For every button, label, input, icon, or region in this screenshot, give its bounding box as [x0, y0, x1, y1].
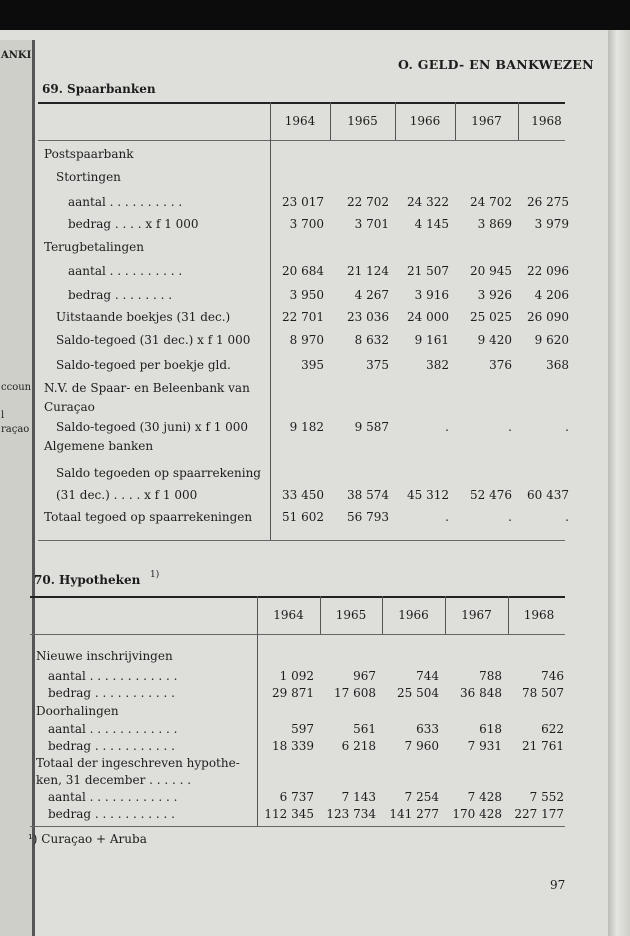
row-label: Totaal tegoed op spaarrekeningen [44, 510, 253, 524]
cell-value: 22 701 [282, 310, 324, 324]
column-header-year: 1968 [523, 608, 555, 622]
cell-value: 4 145 [414, 217, 449, 231]
row-label: bedrag . . . . . . . . . . . [48, 739, 175, 753]
cell-value: 3 950 [289, 288, 324, 302]
cell-value: 24 000 [407, 310, 449, 324]
row-label: bedrag . . . . x f 1 000 [68, 217, 199, 231]
cell-value: 17 608 [334, 686, 376, 700]
row-label: (31 dec.) . . . . x f 1 000 [56, 488, 198, 502]
row-label: ken, 31 december . . . . . . [36, 773, 192, 787]
cell-value: 227 177 [514, 807, 564, 821]
row-label: aantal . . . . . . . . . . [68, 195, 183, 209]
cell-value: 21 124 [347, 264, 389, 278]
cell-value: 24 322 [407, 195, 449, 209]
table-bottom-rule [38, 540, 565, 541]
row-label: Algemene banken [44, 439, 154, 453]
cell-value: 8 632 [354, 333, 389, 347]
cell-value: 9 420 [477, 333, 512, 347]
cell-value: 9 182 [289, 420, 324, 434]
cell-value: 26 090 [527, 310, 569, 324]
cell-value: . [508, 510, 512, 524]
cell-value: 622 [541, 722, 564, 736]
column-header-year: 1967 [461, 608, 492, 622]
row-label: Saldo-tegoed per boekje gld. [56, 358, 231, 372]
cell-value: . [445, 420, 449, 434]
cell-value: 7 960 [404, 739, 439, 753]
year-column-divider [395, 102, 396, 140]
cell-value: 38 574 [347, 488, 389, 502]
cell-value: 376 [489, 358, 512, 372]
cell-value: 78 507 [522, 686, 564, 700]
cell-value: 26 275 [527, 195, 569, 209]
cell-value: 6 737 [279, 790, 314, 804]
page-stack-edge [608, 30, 630, 936]
cell-value: . [565, 510, 569, 524]
cell-value: 141 277 [389, 807, 439, 821]
adjacent-page-edge [0, 40, 32, 936]
adjacent-page-fragment: ccoun [1, 382, 32, 393]
cell-value: 744 [416, 669, 439, 683]
cell-value: 9 620 [534, 333, 569, 347]
cell-value: 25 025 [470, 310, 512, 324]
row-label: aantal . . . . . . . . . . [68, 264, 183, 278]
year-column-divider [518, 102, 519, 140]
column-header-year: 1964 [273, 608, 304, 622]
header-bottom-rule [30, 634, 565, 635]
cell-value: 3 701 [354, 217, 389, 231]
row-label: aantal . . . . . . . . . . . . [48, 722, 178, 736]
column-header-year: 1968 [531, 114, 562, 128]
header-bottom-rule [38, 140, 565, 141]
cell-value: 112 345 [264, 807, 314, 821]
cell-value: 3 869 [477, 217, 512, 231]
book-gutter [32, 40, 35, 936]
cell-value: 7 143 [341, 790, 376, 804]
row-label: Terugbetalingen [44, 240, 144, 254]
cell-value: 375 [366, 358, 389, 372]
cell-value: 382 [426, 358, 449, 372]
year-column-divider [508, 596, 509, 634]
row-label: Doorhalingen [36, 704, 119, 718]
row-label: bedrag . . . . . . . . . . . [48, 686, 175, 700]
cell-value: 51 602 [282, 510, 324, 524]
cell-value: 967 [353, 669, 376, 683]
row-label: Saldo-tegoed (30 juni) x f 1 000 [56, 420, 249, 434]
cell-value: 3 700 [289, 217, 324, 231]
cell-value: 20 945 [470, 264, 512, 278]
cell-value: 395 [301, 358, 324, 372]
column-header-year: 1966 [409, 114, 441, 128]
cell-value: 633 [416, 722, 439, 736]
cell-value: . [508, 420, 512, 434]
cell-value: . [565, 420, 569, 434]
table-70-title: 70. Hypotheken [34, 573, 141, 587]
row-label: Nieuwe inschrijvingen [36, 649, 173, 663]
cell-value: 45 312 [407, 488, 449, 502]
cell-value: 3 926 [477, 288, 512, 302]
cell-value: 1 092 [279, 669, 314, 683]
row-label: bedrag . . . . . . . . . . . [48, 807, 175, 821]
cell-value: 7 254 [404, 790, 439, 804]
cell-value: 4 267 [354, 288, 389, 302]
cell-value: 18 339 [272, 739, 314, 753]
cell-value: 7 931 [467, 739, 502, 753]
column-header-year: 1967 [471, 114, 502, 128]
year-column-divider [330, 102, 331, 140]
cell-value: 746 [541, 669, 564, 683]
cell-value: 29 871 [272, 686, 314, 700]
cell-value: 618 [479, 722, 502, 736]
table-69-title: 69. Spaarbanken [42, 82, 156, 96]
row-label: bedrag . . . . . . . . [68, 288, 173, 302]
footnote: ¹) Curaçao + Aruba [28, 832, 147, 846]
row-label: N.V. de Spaar- en Beleenbank van [44, 381, 250, 395]
row-label: aantal . . . . . . . . . . . . [48, 669, 178, 683]
column-header-year: 1966 [398, 608, 429, 622]
cell-value: 23 017 [282, 195, 324, 209]
cell-value: 7 552 [529, 790, 564, 804]
row-label: Postspaarbank [44, 147, 134, 161]
cell-value: 7 428 [467, 790, 502, 804]
row-label: aantal . . . . . . . . . . . . [48, 790, 178, 804]
cell-value: 9 587 [354, 420, 389, 434]
cell-value: 8 970 [289, 333, 324, 347]
cell-value: 561 [353, 722, 376, 736]
cell-value: 788 [479, 669, 502, 683]
cell-value: 597 [291, 722, 314, 736]
row-label: Saldo-tegoed (31 dec.) x f 1 000 [56, 333, 251, 347]
table-top-rule [38, 102, 565, 104]
footnote-marker: 1) [150, 570, 160, 580]
table-top-rule [30, 596, 565, 598]
cell-value: 60 437 [527, 488, 569, 502]
cell-value: 21 507 [407, 264, 449, 278]
cell-value: 21 761 [522, 739, 564, 753]
cell-value: 33 450 [282, 488, 324, 502]
row-label: Curaçao [44, 400, 95, 414]
year-column-divider [382, 596, 383, 634]
cell-value: 368 [546, 358, 569, 372]
cell-value: 3 979 [534, 217, 569, 231]
page-number: 97 [550, 878, 566, 892]
column-header-year: 1965 [347, 114, 378, 128]
row-label: Uitstaande boekjes (31 dec.) [56, 310, 231, 324]
cell-value: 52 476 [470, 488, 512, 502]
cell-value: 24 702 [470, 195, 512, 209]
adjacent-page-fragment: raçao [1, 424, 30, 435]
cell-value: 22 702 [347, 195, 389, 209]
cell-value: 22 096 [527, 264, 569, 278]
adjacent-page-fragment: ANKI [1, 50, 32, 61]
row-label: Totaal der ingeschreven hypothe- [36, 756, 240, 770]
adjacent-page-fragment: l [1, 410, 5, 421]
table-bottom-rule [30, 826, 565, 827]
year-column-divider [455, 102, 456, 140]
column-header-year: 1964 [284, 114, 316, 128]
row-label: Saldo tegoeden op spaarrekening [56, 466, 261, 480]
cell-value: 3 916 [414, 288, 449, 302]
cell-value: 9 161 [414, 333, 449, 347]
cell-value: . [445, 510, 449, 524]
cell-value: 25 504 [397, 686, 439, 700]
year-column-divider [445, 596, 446, 634]
cell-value: 56 793 [347, 510, 389, 524]
cell-value: 4 206 [534, 288, 569, 302]
column-header-year: 1965 [335, 608, 367, 622]
cell-value: 36 848 [460, 686, 502, 700]
cell-value: 23 036 [347, 310, 389, 324]
running-head: O. GELD- EN BANKWEZEN [398, 57, 594, 72]
cell-value: 123 734 [326, 807, 376, 821]
year-column-divider [320, 596, 321, 634]
row-label: Stortingen [56, 170, 121, 184]
cell-value: 20 684 [282, 264, 324, 278]
cell-value: 170 428 [452, 807, 502, 821]
cell-value: 6 218 [341, 739, 376, 753]
